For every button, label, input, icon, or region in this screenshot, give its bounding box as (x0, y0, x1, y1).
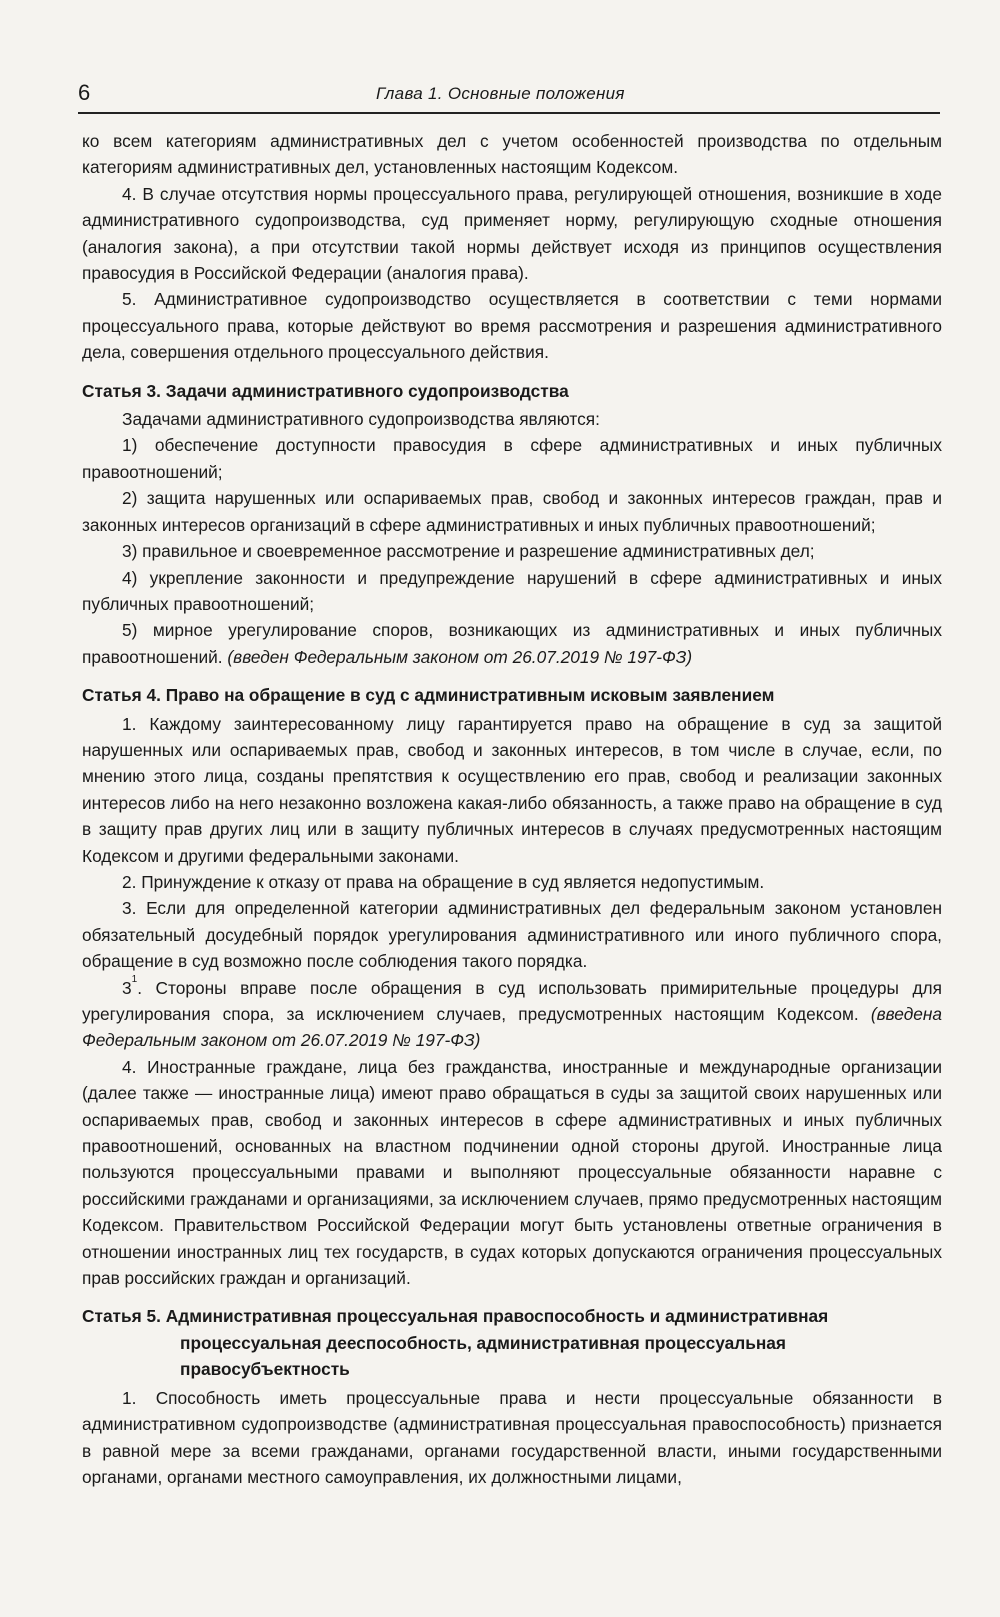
article4-paragraph-3-1-text: . Стороны вправе после обращения в суд использовать примирительные процедуры для урегулирования спора, за исключением случаев, предусмотренных настоящим Кодексом. (82, 977, 942, 1024)
article2-paragraph-5: 5. Административное судопроизводство осуществляется в соответствии с теми нормами процессуального права, которые действуют во время рассмотрения и разрешения административного дела, совершения отдельного процессуального действия. (82, 289, 942, 363)
running-header (78, 80, 940, 114)
page-number: 6 (78, 80, 91, 105)
article4-paragraph-3-1-note: (введена Федеральным законом от 26.07.2019 № 197-ФЗ) (82, 1004, 942, 1051)
body-text (82, 128, 942, 1490)
article5-title: Статья 5. Административная процессуальная правоспособность и административная процессуальная дееспособность, административная процессуальная правосубъектность (82, 1306, 829, 1380)
article4-paragraph-1: 1. Каждому заинтересованному лицу гарантируется право на обращение в суд за защитой нарушенных или оспариваемых прав, свобод и законных интересов, в том числе в случае, если, по мнению этого лица, созданы препятствия к осуществлению его прав, свобод и реализации законных интересов либо на него незаконно возложена какая-либо обязанность, а также право на обращение в суд в защиту прав других лиц или в защиту публичных интересов в случаях предусмотренных настоящим Кодексом и другими федеральными законами. (82, 713, 942, 866)
article4-paragraph-3-1-number: 3 (122, 977, 132, 998)
article3-item-1: 1) обеспечение доступности правосудия в сфере административных и иных публичных правоотношений; (82, 435, 942, 482)
article4-paragraph-3-1-superscript: 1 (131, 973, 138, 985)
article4-title: Статья 4. Право на обращение в суд с административным исковым заявлением (82, 685, 775, 706)
article3-title: Статья 3. Задачи административного судопроизводства (82, 380, 569, 401)
article2-continuation: ко всем категориям административных дел с учетом особенностей производства по отдельным категориям административных дел, установленных настоящим Кодексом. (82, 131, 942, 178)
article5-paragraph-1: 1. Способность иметь процессуальные права и нести процессуальные обязанности в административном судопроизводстве (административная процессуальная правоспособность) признается в равной мере за всеми гражданами, органами государственной власти, иными государственными органами, органами местного самоуправления, их должностными лицами, (82, 1387, 942, 1487)
article3-item-2: 2) защита нарушенных или оспариваемых прав, свобод и законных интересов граждан, прав и законных интересов организаций в сфере административных и иных публичных правоотношений; (82, 488, 942, 535)
article4-paragraph-3: 3. Если для определенной категории административных дел федеральным законом установлен обязательный досудебный порядок урегулирования административного или иного публичного спора, обращение в суд возможно после соблюдения такого порядка. (82, 898, 942, 972)
article3-intro: Задачами административного судопроизводства являются: (122, 409, 600, 430)
article3-item-5-text: 5) мирное урегулирование споров, возникающих из административных и иных публичных правоотношений. (82, 620, 942, 667)
article3-item-5 (82, 617, 942, 670)
article4-paragraph-4: 4. Иностранные граждане, лица без гражданства, иностранные и международные организации (далее также — иностранные лица) имеют право обращаться в суды за защитой своих нарушенных или оспариваемых прав, свобод и законных интересов в сфере административных и иных публичных правоотношений, основанных на властном подчинении одной стороны другой. Иностранные лица пользуются процессуальными правами и выполняют процессуальные обязанности наравне с российскими гражданами и организациями, за исключением случаев, прямо предусмотренных настоящим Кодексом. Правительством Российской Федерации могут быть установлены ответные ограничения в отношении иностранных лиц тех государств, в судах которых допускаются ограничения процессуальных прав российских граждан и организаций. (82, 1056, 942, 1289)
article3-item-3: 3) правильное и своевременное рассмотрение и разрешение административных дел; (122, 541, 815, 562)
article3-item-5-note: (введен Федеральным законом от 26.07.2019 № 197-ФЗ) (227, 646, 693, 667)
chapter-title: Глава 1. Основные положения (376, 84, 625, 103)
article3-item-4: 4) укрепление законности и предупреждение нарушений в сфере административных и иных публичных правоотношений; (82, 567, 942, 614)
article4-paragraph-2: 2. Принуждение к отказу от права на обращение в суд является недопустимым. (122, 871, 765, 892)
article2-paragraph-4: 4. В случае отсутствия нормы процессуального права, регулирующей отношения, возникшие в ходе административного судопроизводства, суд применяет норму, регулирующую сходные отношения (аналогия закона), а при отсутствии такой нормы действует исходя из принципов осуществления правосудия в Российской Федерации (аналогия права). (82, 183, 942, 284)
article4-paragraph-3-1 (82, 975, 942, 1054)
